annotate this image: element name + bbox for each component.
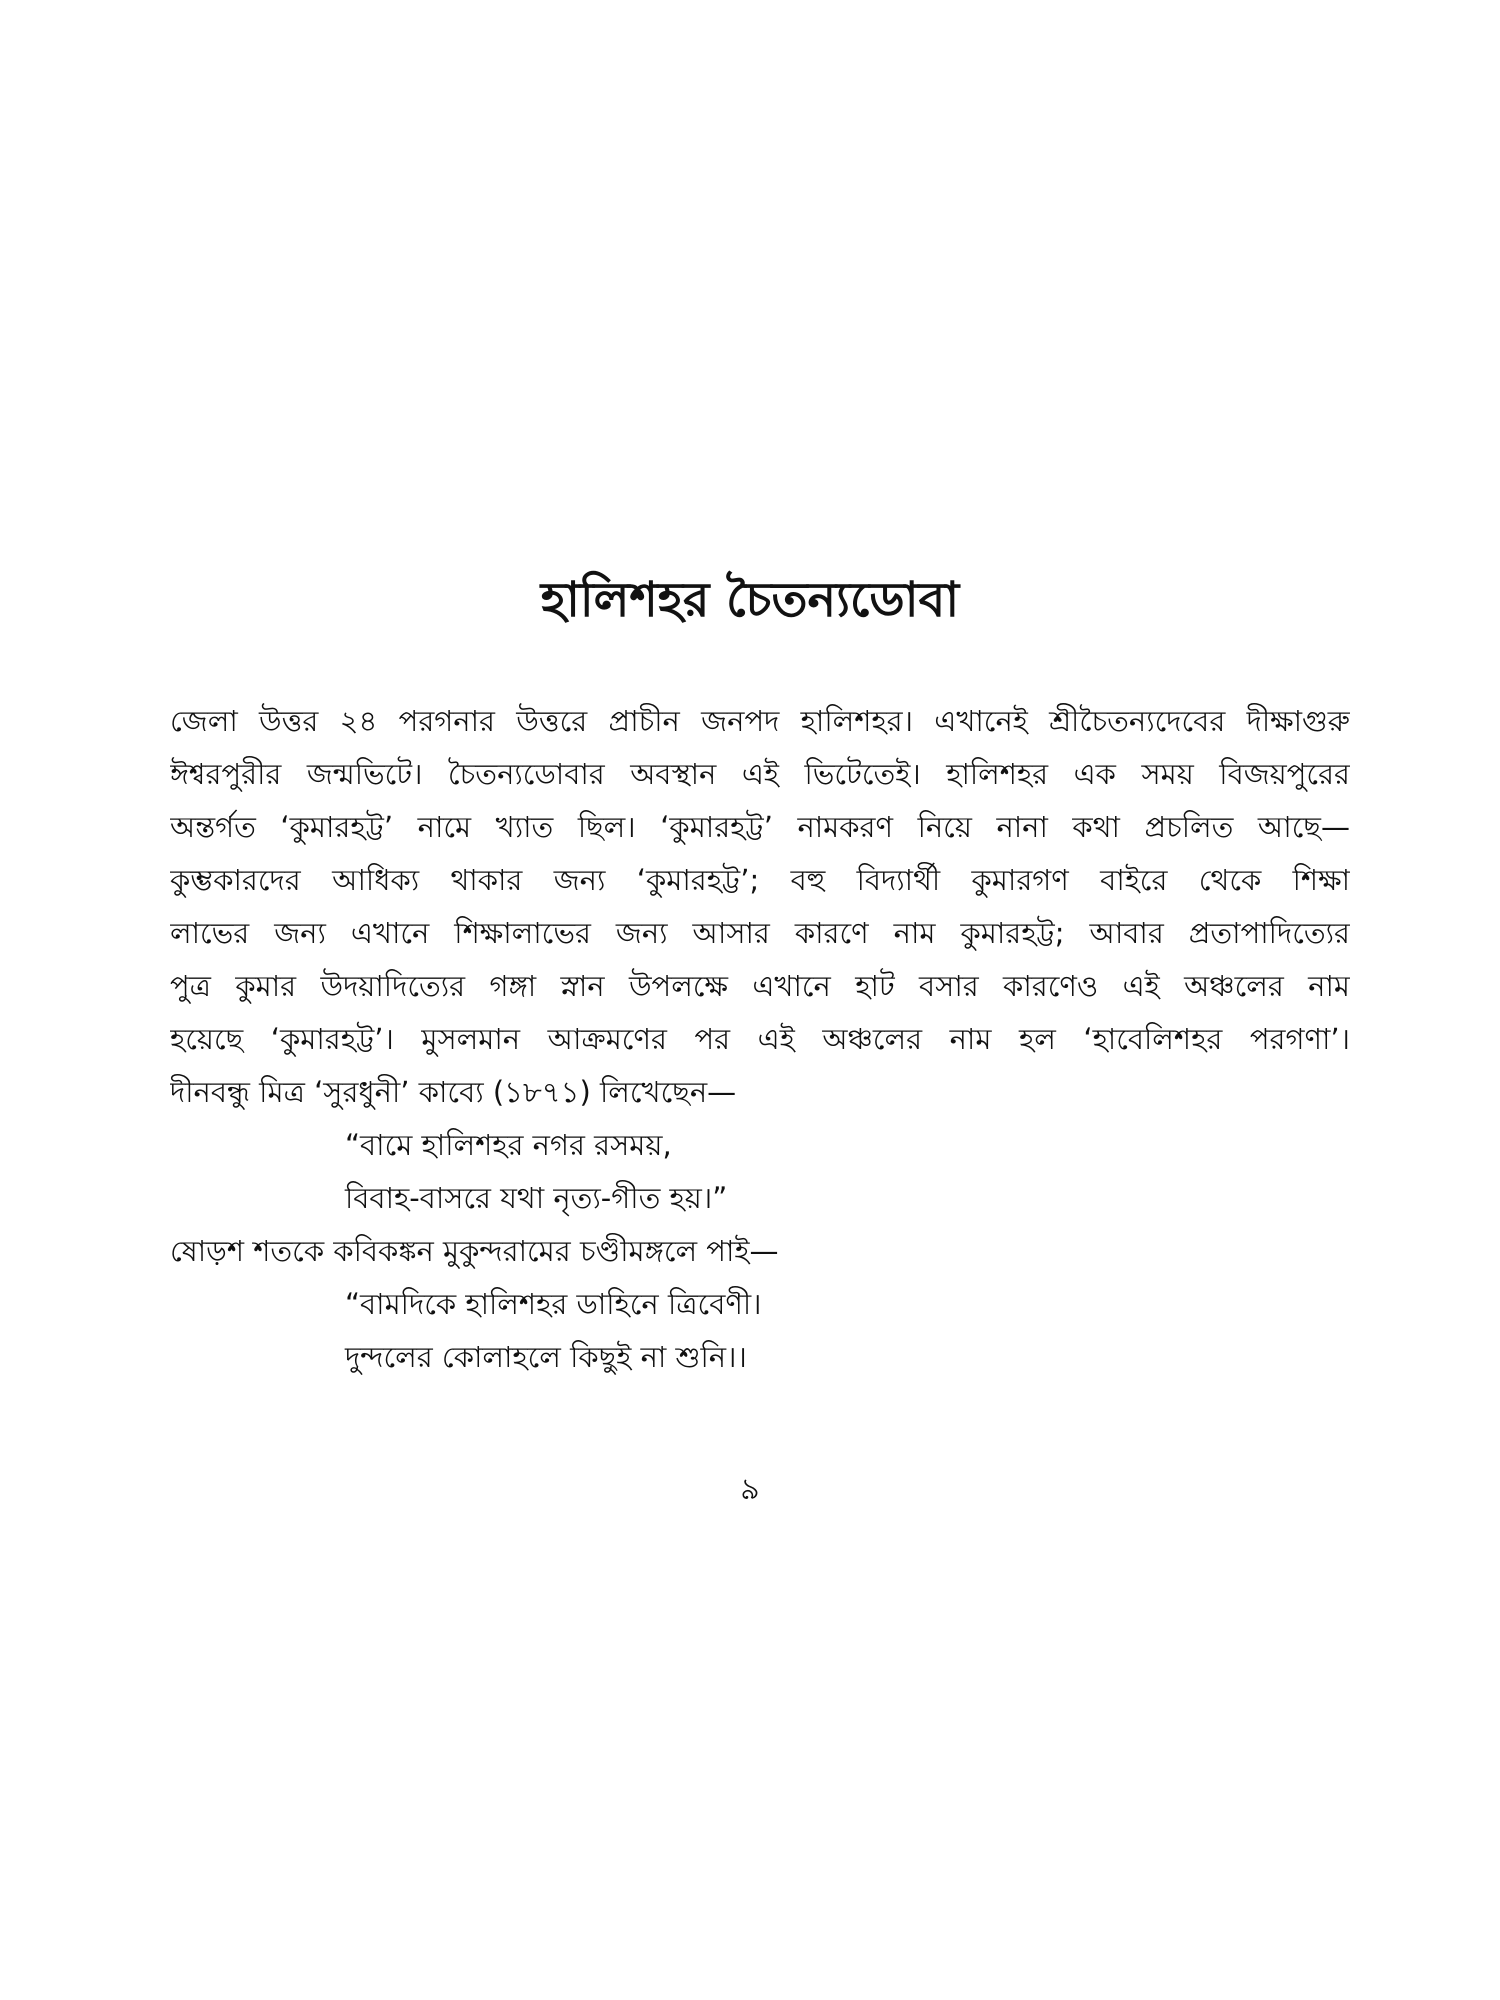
verse-line: “বামদিকে হালিশহর ডাহিনে ত্রিবেণী। xyxy=(345,1287,762,1321)
paragraph-line: ঈশ্বরপুরীর জন্মভিটে। চৈতন্যডোবার অবস্থান এই ভিটেতেই। হালিশহর এক সময় বিজয়পুরের xyxy=(170,757,1350,791)
page-title: হালিশহর চৈতন্যডোবা xyxy=(540,572,960,628)
paragraph-line: জেলা উত্তর ২৪ পরগনার উত্তরে প্রাচীন জনপদ হালিশহর। এখানেই শ্রীচৈতন্যদেবের দীক্ষাগুরু xyxy=(170,704,1350,738)
verse-line: বিবাহ-বাসরে যথা নৃত্য-গীত হয়।” xyxy=(345,1181,728,1215)
page-number: ৯ xyxy=(740,1472,760,1507)
paragraph-line: হয়েছে ‘কুমারহট্ট’। মুসলমান আক্রমণের পর এই অঞ্চলের নাম হল ‘হাবেলিশহর পরগণা’। xyxy=(170,1022,1350,1056)
paragraph-line: কুম্ভকারদের আধিক্য থাকার জন্য ‘কুমারহট্ট’; বহু বিদ্যার্থী কুমারগণ বাইরে থেকে শিক্ষা xyxy=(170,863,1350,897)
paragraph-line: ষোড়শ শতকে কবিকঙ্কন মুকুন্দরামের চণ্ডীমঙ্গলে পাই— xyxy=(170,1234,779,1268)
paragraph-line: অন্তর্গত ‘কুমারহট্ট’ নামে খ্যাত ছিল। ‘কুমারহট্ট’ নামকরণ নিয়ে নানা কথা প্রচলিত আছে— xyxy=(170,810,1350,844)
paragraph-line: দীনবন্ধু মিত্র ‘সুরধুনী’ কাব্যে (১৮৭১) লিখেছেন— xyxy=(170,1075,737,1109)
paragraph-line: লাভের জন্য এখানে শিক্ষালাভের জন্য আসার কারণে নাম কুমারহট্ট; আবার প্রতাপাদিত্যের xyxy=(170,916,1350,950)
body-text xyxy=(170,695,1350,1384)
verse-line: দুন্দলের কোলাহলে কিছুই না শুনি।। xyxy=(345,1340,747,1374)
verse-line: “বামে হালিশহর নগর রসময়, xyxy=(345,1128,672,1162)
paragraph-line: পুত্র কুমার উদয়াদিত্যের গঙ্গা স্নান উপলক্ষে এখানে হাট বসার কারণেও এই অঞ্চলের নাম xyxy=(170,969,1350,1003)
